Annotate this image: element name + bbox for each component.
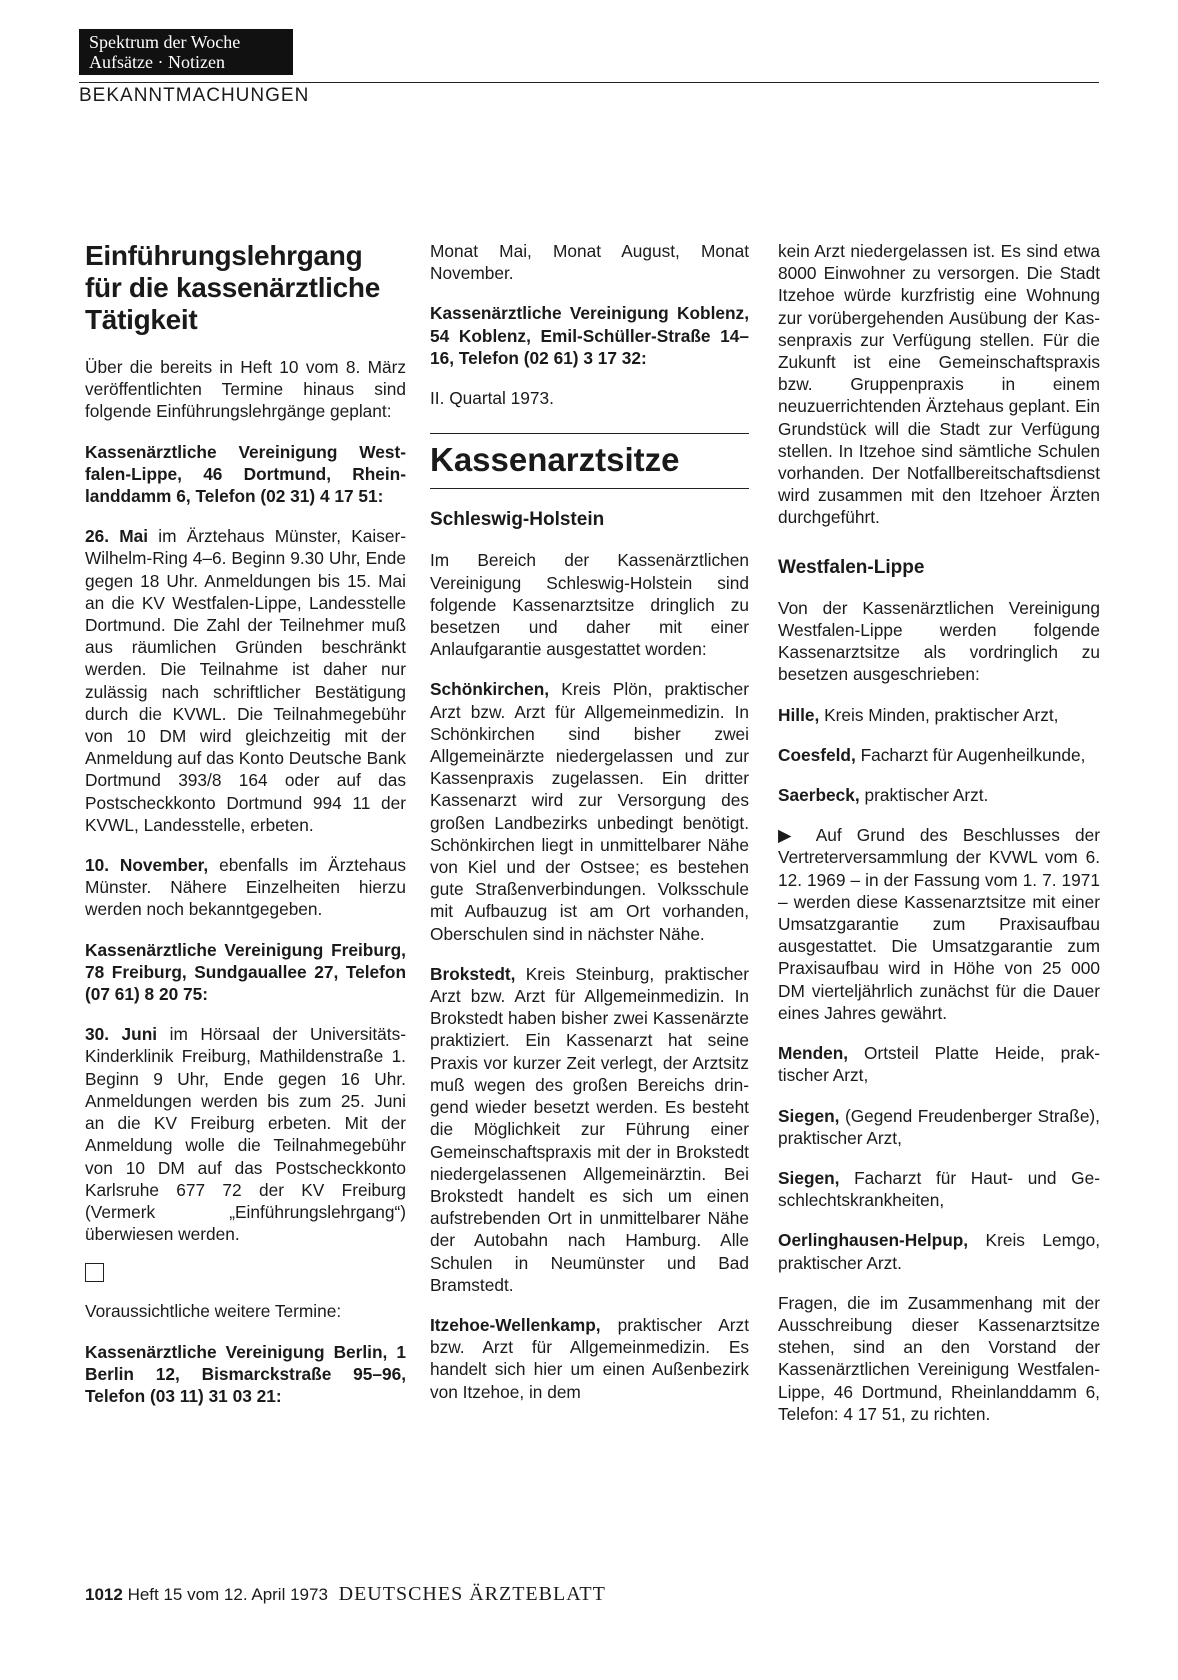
region-heading-schleswig-holstein: Schleswig-Holstein: [430, 509, 605, 531]
westfalen-intro: Von der Kassenärztlichen Vereinigung Westfalen-Lippe werden folgende Kassenarztsitze als vordringlich zu besetzen ausgeschrieben:: [778, 597, 1100, 685]
place-lead: Hille,: [778, 704, 820, 725]
further-dates-label: Voraussichtliche weitere Termine:: [85, 1301, 342, 1322]
header-rule: [79, 82, 1099, 83]
end-square-icon: [85, 1263, 104, 1282]
paragraph-26-mai: [85, 525, 406, 836]
place-lead: Itzehoe-Wellenkamp,: [430, 1314, 601, 1335]
entry-itzehoe: [430, 1314, 749, 1403]
paragraph-text: ebenfalls im Ärztehaus Münster. Nähere Einzelheiten hierzu werden noch bekanntgegeben.: [85, 855, 406, 920]
place-lead: Brokstedt,: [430, 963, 516, 984]
article-title: Einführungslehrgang für die kassenärztliche Tätigkeit: [85, 240, 381, 335]
paragraph-text: Kreis Steinburg, praktischer Arzt bzw. Arzt für Allgemeinmedizin. In Brokstedt haben bisher zwei Kassenärzte praktiziert. Ein Kassenarzt hat seine Praxis vor kurzer Zeit verlegt, der Arztsitz muß wegen des großen Bereichs dringend wieder besetzt werden. Es besteht die Möglichkeit zur Führung einer Gemeinschaftspraxis mit der in Brokstedt niedergelassenen Allgemeinärztin. Bei Brokstedt handelt es sich um einen aufstrebenden Ort in unmittelbarer Nähe der Autobahn nach Hamburg. Alle Schulen in Neumünster und Bad Bramstedt.: [430, 963, 749, 1295]
quarter-paragraph: II. Quartal 1973.: [430, 388, 554, 409]
entry-oerlinghausen: [778, 1229, 1100, 1273]
paragraph-text: im Hörsaal der Universitäts-Kinderklinik Freiburg, Mathildenstraße 1. Beginn 9 Uhr, Ende gegen 16 Uhr. Anmeldungen werden bis zum 25. Juni an die KV Freiburg erbeten. Mit der Anmeldung wolle die Teilnahmegebühr von 10 DM auf das Postscheckkonto Karlsruhe 677 72 der KV Freiburg (Vermerk „Einführungslehrgang“) überwiesen werden.: [85, 1024, 406, 1245]
entry-schoenkirchen: [430, 678, 749, 944]
region-heading-westfalen-lippe: Westfalen-Lippe: [778, 556, 925, 578]
paragraph-text: Kreis Plön, praktischer Arzt bzw. Arzt für Allgemeinmedizin. In Schönkirchen sind bisher zwei Allgemeinärzte niedergelassen und zur Kassenpraxis zugelassen. Ein dritter Kassenarzt wird zur Versorgung des großen Landbezirks unbedingt benötigt. Schönkirchen liegt in unmittelbarer Nähe von Kiel und der Ostsee; es bestehen gute Straßenverbindungen. Volksschule mit Aufbauzug ist am Ort vorhanden, Oberschulen sind in nächster Nähe.: [430, 679, 749, 944]
section-label: BEKANNTMACHUNGEN: [79, 85, 310, 106]
page-footer: [85, 1583, 606, 1606]
entry-siegen-2: [778, 1167, 1100, 1211]
header-box-line1: Spektrum der Woche: [89, 32, 241, 52]
paragraph-30-juni: [85, 1023, 406, 1245]
place-lead: Siegen,: [778, 1105, 840, 1126]
entry-brokstedt: [430, 963, 749, 1296]
paragraph-text: (Gegend Freudenberger Straße), praktischer Arzt,: [778, 1105, 1100, 1148]
kv-berlin-address: Kassenärztliche Vereinigung Berlin, 1 Berlin 12, Bismarckstraße 95–96, Telefon (03 11) 31 03 21:: [85, 1341, 406, 1406]
umsatzgarantie-paragraph: ▶ Auf Grund des Beschlusses der Vertreterversammlung der KVWL vom 6. 12. 1969 – in der Fassung vom 1. 7. 1971 – werden diese Kassenarztsitze mit einer Umsatzgarantie zum Praxisaufbau ausgestattet. Die Umsatzgarantie zum Praxisaufbau wird in Höhe von 25 000 DM vierteljährlich zunächst für die Dauer eines Jahres gewährt.: [778, 825, 1100, 1023]
entry-menden: [778, 1042, 1100, 1086]
paragraph-text: Facharzt für Haut- und Geschlechtskrankheiten,: [778, 1167, 1100, 1211]
journal-name: DEUTSCHES ÄRZTEBLATT: [338, 1583, 606, 1605]
place-lead: Saerbeck,: [778, 785, 860, 806]
place-lead: Menden,: [778, 1043, 849, 1064]
header-box: [79, 29, 293, 75]
paragraph-text: praktischer Arzt bzw. Arzt für Allgemeinmedizin. Es handelt sich hier um einen Außenbezirk von Itzehoe, in dem: [430, 1314, 749, 1402]
kv-freiburg-address: Kassenärztliche Vereinigung Freiburg, 78 Freiburg, Sundgauallee 27, Telefon (07 61) 8 20 75:: [85, 939, 406, 1005]
column-2: [430, 240, 749, 1421]
intro-paragraph: Über die bereits in Heft 10 vom 8. März veröffentlichten Termine hinaus sind folgende Einführungslehrgänge geplant:: [85, 357, 406, 422]
entry-siegen-1: [778, 1105, 1100, 1149]
paragraph-text: im Ärztehaus Münster, Kaiser-Wilhelm-Ring 4–6. Beginn 9.30 Uhr, Ende gegen 18 Uhr. Anmeldungen bis 15. Mai an die KV Westfalen-Lippe, Landesstelle Dortmund. Die Zahl der Teilnehmer muß aus räumlichen Gründen beschränkt werden. Die Teilnahme ist daher nur zulässig nach schriftlicher Bestätigung durch die KVWL. Die Teilnahmegebühr von 10 DM wird gleichzeitig mit der Anmeldung auf das Konto Deutsche Bank Dortmund 393/8 164 oder auf das Postscheckkonto Dortmund 994 11 der KVWL, Landesstelle, erbeten.: [85, 526, 406, 835]
entry-saerbeck: [778, 784, 1100, 806]
place-lead: Schönkirchen,: [430, 679, 550, 700]
paragraph-text: Kreis Minden, praktischer Arzt,: [819, 704, 1059, 725]
entry-coesfeld: [778, 744, 1100, 766]
place-lead: Oerlinghausen-Helpup,: [778, 1230, 969, 1251]
schleswig-intro: Im Bereich der Kassenärztlichen Vereinigung Schleswig-Holstein sind folgende Kassenarztsitze dringlich zu besetzen und daher mit einer Anlaufgarantie ausgestattet worden:: [430, 550, 749, 660]
kassenarztsitze-heading: Kassenarztsitze: [430, 441, 680, 479]
date-lead: 30. Juni: [85, 1024, 158, 1045]
paragraph-text: Ortsteil Platte Heide, praktischer Arzt,: [778, 1043, 1100, 1086]
column-3: [778, 240, 1100, 1443]
header-box-line2: Aufsätze · Notizen: [89, 52, 225, 72]
column-1: [85, 240, 406, 1425]
heading-block: [430, 434, 749, 489]
place-lead: Siegen,: [778, 1167, 840, 1188]
paragraph-10-november: [85, 854, 406, 921]
kv-westfalen-address: Kassenärztliche Vereinigung Westfalen-Lippe, 46 Dortmund, Rheinlanddamm 6, Telefon (02 31) 4 17 51:: [85, 441, 406, 507]
issue-info: Heft 15 vom 12. April 1973: [127, 1585, 328, 1604]
place-lead: Coesfeld,: [778, 744, 856, 765]
paragraph-text: Facharzt für Augenheilkunde,: [855, 744, 1086, 765]
date-lead: 10. November,: [85, 855, 209, 876]
page-number: 1012: [85, 1585, 123, 1604]
paragraph-text: praktischer Arzt.: [859, 785, 989, 806]
contact-paragraph: Fragen, die im Zusammenhang mit der Ausschreibung dieser Kassenarztsitze stehen, sind an den Vorstand der Kassenärztlichen Vereinigung Westfalen-Lippe, 46 Dortmund, Rheinlanddamm 6, Telefon: 4 17 51, zu richten.: [778, 1292, 1100, 1424]
paragraph-text: Kreis Lemgo, praktischer Arzt.: [778, 1230, 1100, 1273]
kv-koblenz-address: Kassenärztliche Vereinigung Koblenz, 54 Koblenz, Emil-Schüller-Straße 14–16, Telefon (02 61) 3 17 32:: [430, 303, 749, 368]
months-paragraph: Monat Mai, Monat August, Monat November.: [430, 241, 749, 284]
date-lead: 26. Mai: [85, 526, 149, 547]
itzehoe-continued: kein Arzt niedergelassen ist. Es sind etwa 8000 Einwohner zu versorgen. Die Stadt Itzehoe würde kurzfristig eine Wohnung zur vorübergehenden Ausübung der Kassenpraxis zur Verfügung stellen. Für die Zukunft ist eine Gemeinschaftspraxis bzw. Gruppenpraxis in einem neuzuerrichtenden Ärztehaus geplant. Ein Grundstück will die Stadt zur Verfügung stellen. In Itzehoe sind sämtliche Schulen vorhanden. Der Notfallbereitschaftsdienst wird zusammen mit den Itzehoer Ärzten durchgeführt.: [778, 241, 1100, 528]
entry-hille: [778, 704, 1100, 726]
